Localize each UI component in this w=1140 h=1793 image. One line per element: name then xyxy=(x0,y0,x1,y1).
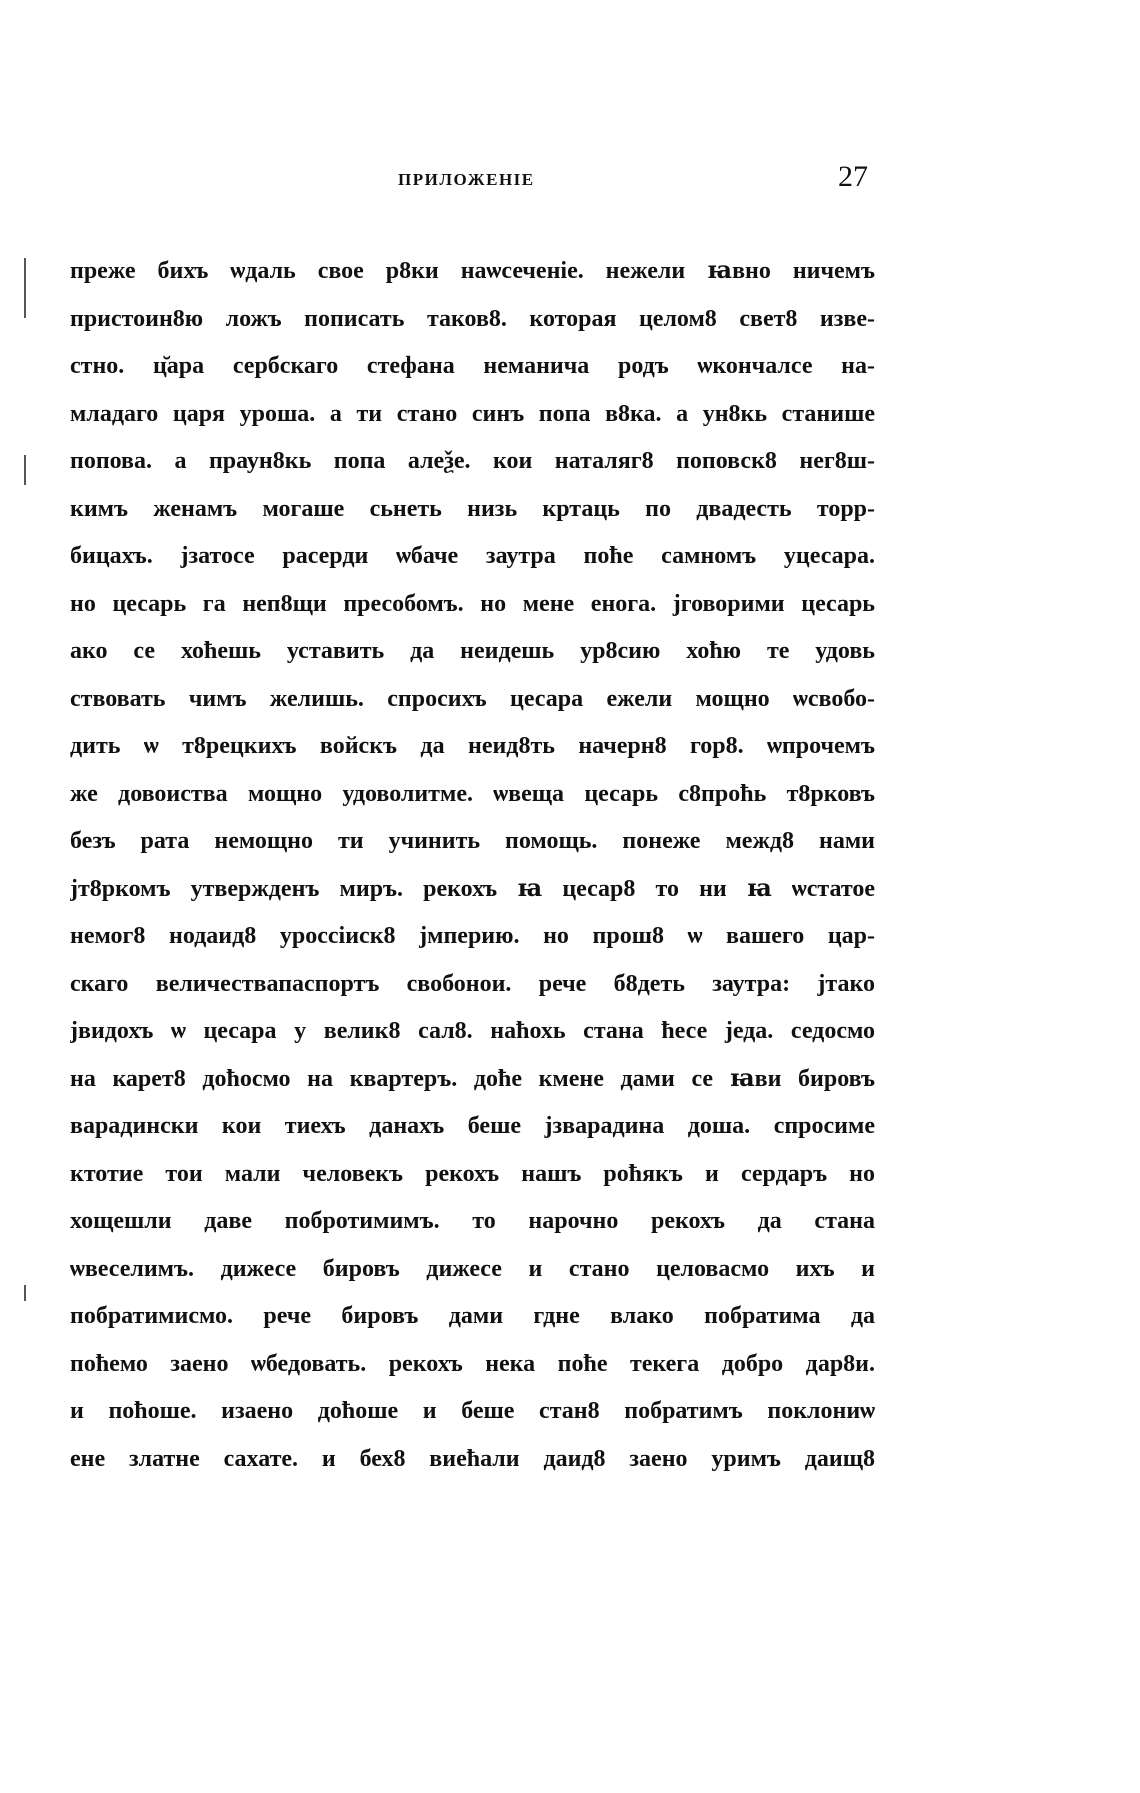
text-line: попова. а праун8кь попа алеѯе. кои наталяг8 поповск8 нег8ш- xyxy=(70,448,875,474)
text-line: поћемо заено ѡбедовать. рекохъ нека поће текега добро дар8и. xyxy=(70,1350,875,1377)
text-line: стно. ц̆ара сербскаго стефана неманича родъ ѡкончалсе на- xyxy=(70,353,875,379)
margin-rule xyxy=(24,455,26,485)
text-line: ако се хоћешь уставить да неидешь ур8сию хоћю те удовь xyxy=(70,638,875,664)
text-line: ене златне сахате. и бех8 виећали даид8 заено уримъ даищ8 xyxy=(70,1445,875,1472)
text-line: скаго величествапаспортъ свобонои. рече б8деть заутра: јтако xyxy=(70,970,875,997)
text-line: бицахъ. јзатосе расерди ѡбаче заутра поћe самномъ уцесара. xyxy=(70,543,875,569)
text-line: варадински кои тиехъ данахъ беше јзварадина доша. спросиме xyxy=(70,1113,875,1139)
text-line: ствовать чимъ желишь. спросихъ цесара ежели мощно ѡсвобо- xyxy=(70,685,875,712)
text-line: же довоиства мощно удоволитме. ѡвеща цесарь с8проћь т8рковъ xyxy=(70,780,875,807)
margin-rule xyxy=(24,258,26,318)
text-line: ктотие тои мали человекъ рекохъ нашъ роћякъ и сердаръ но xyxy=(70,1160,875,1187)
text-line: побратимисмо. рече бировъ дами гдне влако побратима да xyxy=(70,1303,875,1329)
text-line: но цесарь га неп8щи пресобомъ. но мене енога. јговорими цесарь xyxy=(70,590,875,617)
margin-rule xyxy=(24,1285,26,1301)
running-head: ПРИЛОЖЕНІЕ xyxy=(398,170,535,189)
text-line: пристоин8ю ложъ пописать таков8. которая целом8 свет8 изве- xyxy=(70,305,875,332)
text-line: на карет8 доћосмо на квартеръ. доће кмене дами се ꙗви бировъ xyxy=(70,1065,875,1092)
text-line: преже бихъ ѡдаль свое р8ки наѡсеченіе. нежели ꙗвно ничемъ xyxy=(70,258,875,284)
text-line: хощешли давe побротимимъ. то нарочно рекохъ да стана xyxy=(70,1208,875,1234)
text-line: ѡвеселимъ. дижесе бировъ дижесе и стано целовасмо ихъ и xyxy=(70,1255,875,1282)
text-line: јт8ркомъ утвержденъ миръ. рекохъ ꙗ цесар8 то ни ꙗ ѡстатое xyxy=(70,875,875,902)
text-line: безъ рата немощно ти учинить помощь. понеже межд8 нами xyxy=(70,828,875,854)
text-line: кимъ женамъ могаше сьнеть низь кртаць по двадесть торр- xyxy=(70,495,875,522)
text-line: младаго царя уроша. а ти стано синъ попа в8ка. а ун8кь станише xyxy=(70,400,875,427)
page-number: 27 xyxy=(838,160,868,193)
text-line: јвидохъ ѡ цесара у велик8 сал8. наћохь стана ћесе једа. седосмо xyxy=(70,1018,875,1044)
body-text xyxy=(70,248,875,1483)
text-line: немог8 нодаид8 уроссіиск8 јмперию. но прош8 ѡ вашего цар- xyxy=(70,923,875,949)
text-line: дить ѡ т8рецкихъ войскъ да неид8ть начерн8 гор8. ѡпрочемъ xyxy=(70,733,875,759)
text-line: и поћоше. изаено доћоше и беше стан8 побратимъ поклониѡ xyxy=(70,1398,875,1424)
